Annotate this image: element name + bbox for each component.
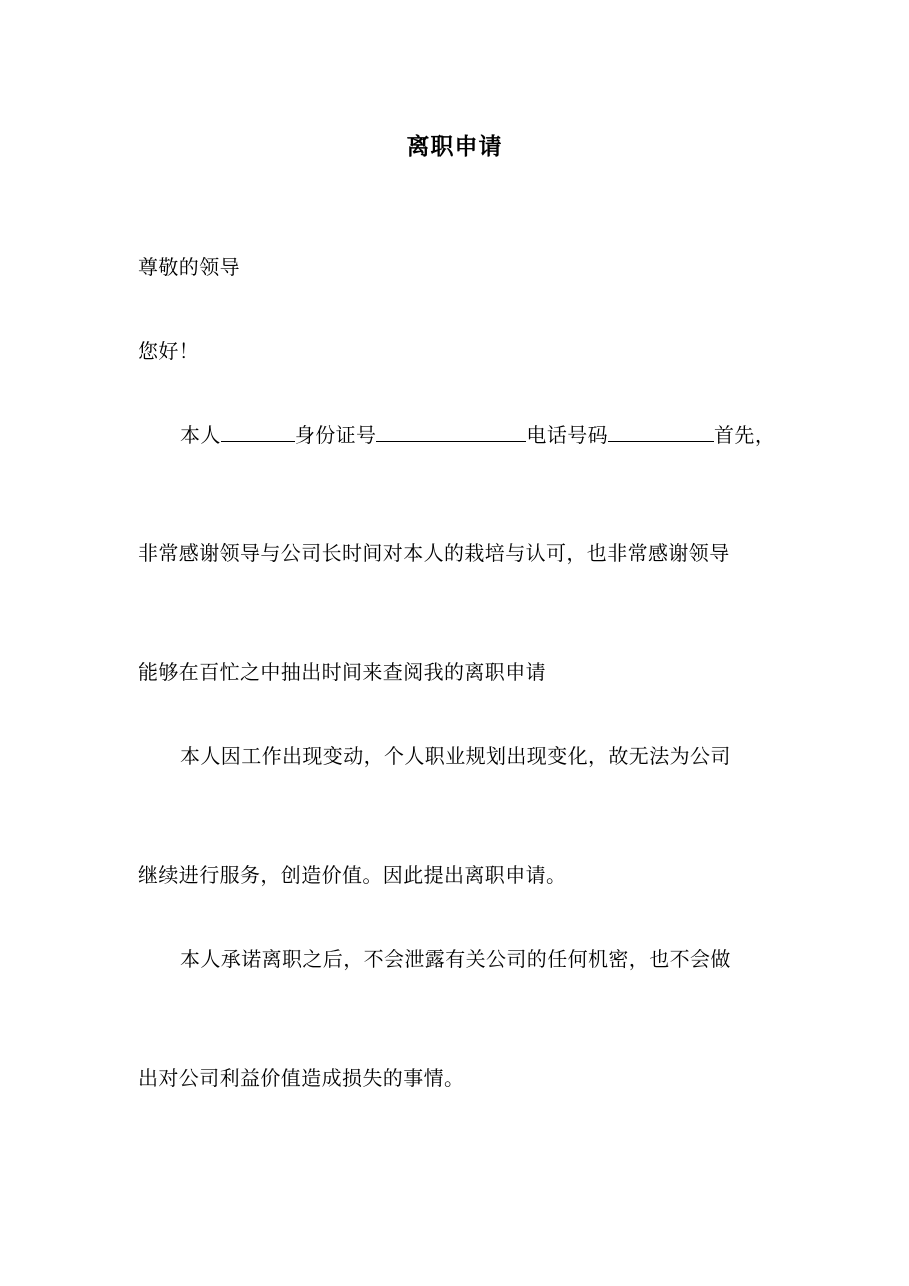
form-line [180,422,775,448]
salutation: 尊敬的领导 [138,255,240,279]
name-blank-field[interactable] [221,423,295,442]
paragraph-line: 非常感谢领导与公司长时间对本人的栽培与认可，也非常感谢领导 [138,541,730,565]
name-label: 本人 [180,423,221,447]
paragraph-line: 继续进行服务，创造价值。因此提出离职申请。 [138,863,567,887]
document-title: 离职申请 [406,134,503,160]
greeting: 您好！ [138,339,200,363]
paragraph-line: 本人因工作出现变动，个人职业规划出现变化，故无法为公司 [180,744,731,768]
paragraph-line: 出对公司利益价值造成损失的事情。 [138,1066,465,1090]
paragraph-line: 本人承诺离职之后，不会泄露有关公司的任何机密，也不会做 [180,947,731,971]
phone-label: 电话号码 [526,423,609,447]
id-label: 身份证号 [294,423,377,447]
id-number-blank-field[interactable] [376,423,526,442]
paragraph-line: 能够在百忙之中抽出时间来查阅我的离职申请 [138,660,546,684]
form-line-tail: 首先， [714,423,776,447]
phone-blank-field[interactable] [608,423,714,442]
